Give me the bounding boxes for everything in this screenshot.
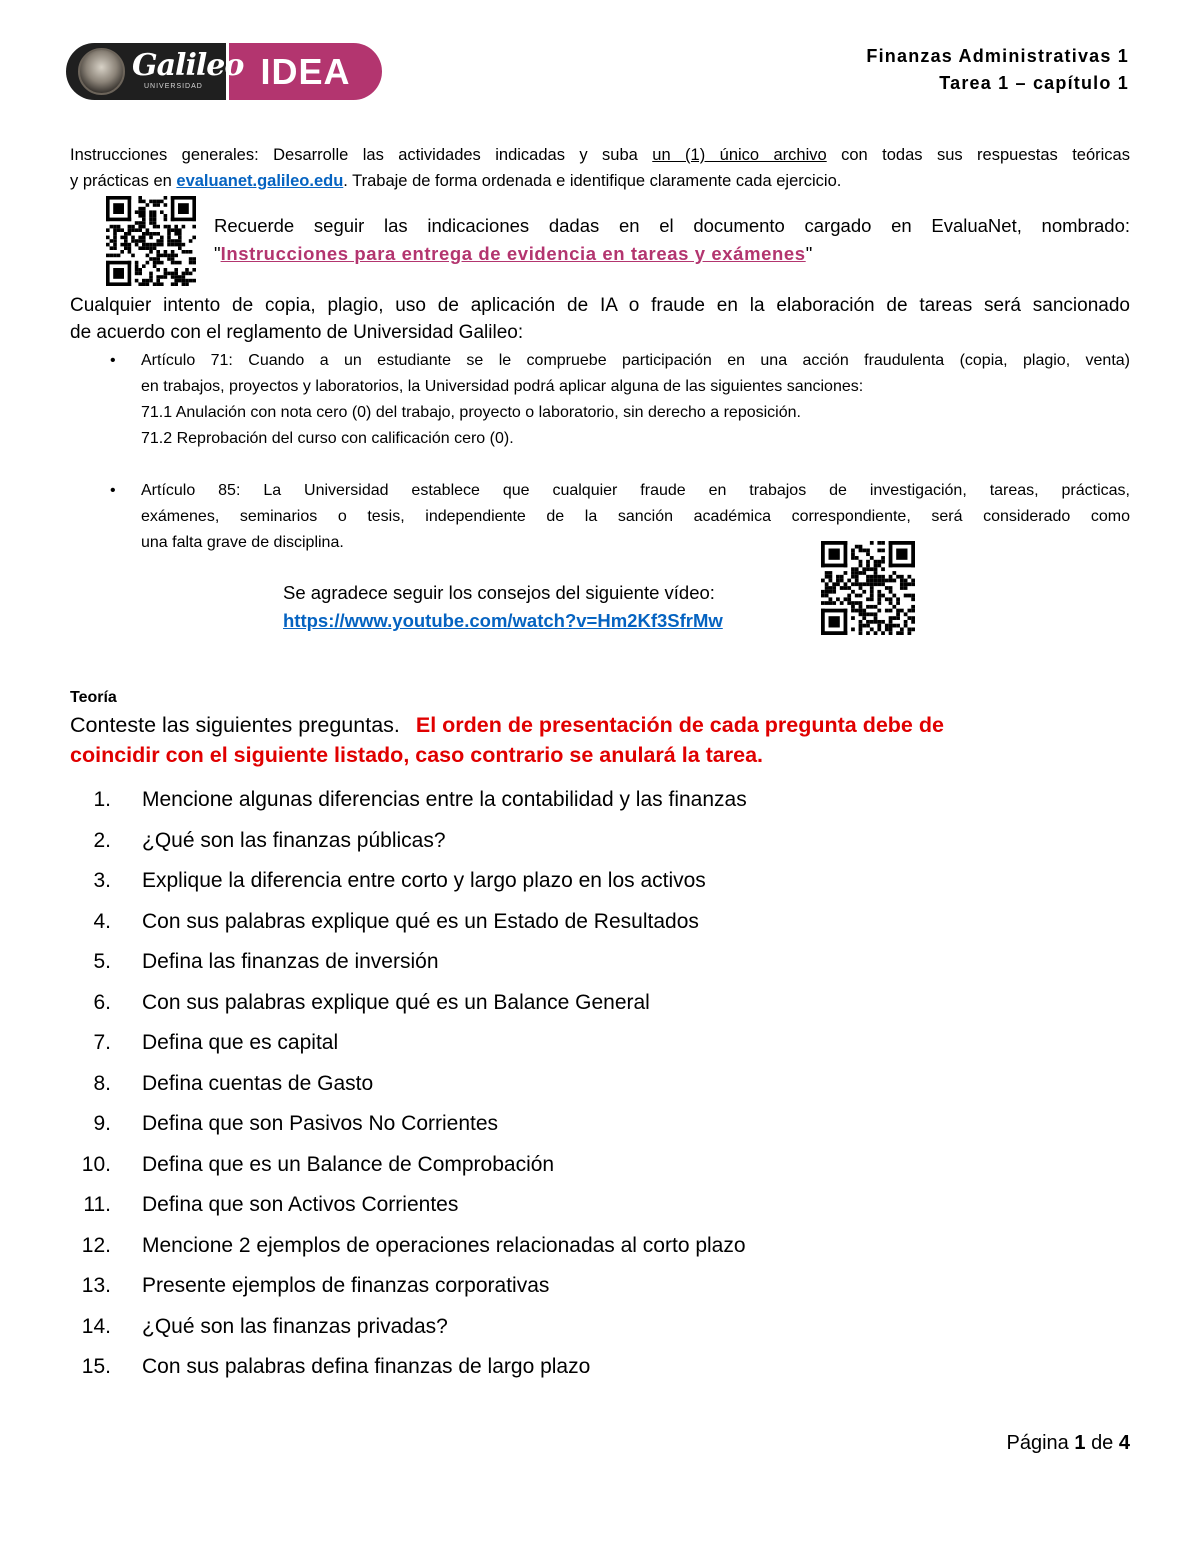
question-item — [70, 1312, 1130, 1353]
question-number: 13. — [81, 1274, 111, 1297]
logo-galileo-section — [66, 43, 244, 100]
question-number: 5. — [93, 950, 111, 973]
bullet-icon: • — [110, 482, 116, 499]
question-text: Defina que son Pasivos No Corrientes — [142, 1112, 499, 1135]
evaluanet-link[interactable]: evaluanet.galileo.edu — [176, 172, 344, 190]
question-item — [70, 866, 1130, 907]
galileo-portrait-icon — [78, 48, 125, 95]
question-number: 11. — [83, 1193, 111, 1216]
question-text: Explique la diferencia entre corto y largo plazo en los activos — [142, 869, 706, 892]
question-number: 6. — [93, 990, 111, 1014]
order-notice-2: coincidir con el siguiente listado, caso contrario se anulará la tarea. — [70, 743, 764, 767]
question-text: Con sus palabras defina finanzas de largo plazo — [142, 1355, 591, 1378]
question-item — [70, 1150, 1130, 1191]
questions — [70, 785, 1130, 1393]
question-number: 1. — [93, 788, 111, 811]
article-71-line-2: en trabajos, proyectos y laboratorios, la Universidad podrá aplicar alguna de las siguientes sanciones: — [141, 378, 864, 395]
question-number: 12. — [81, 1233, 111, 1257]
article-85-line-1: Artículo 85: La Universidad establece que cualquier fraude en trabajos de investigación, tareas, prácticas, — [141, 482, 1130, 499]
order-notice-1: El orden de presentación de cada pregunta debe de — [415, 713, 944, 737]
question-item — [70, 907, 1130, 948]
question-item — [70, 1109, 1130, 1150]
question-item — [70, 947, 1130, 988]
question-text: Defina que es capital — [142, 1031, 339, 1054]
logo-submark: UNIVERSIDAD — [144, 83, 203, 90]
qr-code-icon — [106, 196, 196, 286]
qr-code-icon — [821, 541, 915, 635]
youtube-video-link[interactable]: https://www.youtube.com/watch?v=Hm2Kf3SfrMw — [283, 610, 723, 631]
question-text: Defina que es un Balance de Comprobación — [142, 1152, 555, 1176]
question-item — [70, 1231, 1130, 1272]
warning-line-2: de acuerdo con el reglamento de Universidad Galileo: — [70, 322, 524, 343]
question-text: Con sus palabras explique qué es un Balance General — [142, 990, 650, 1014]
question-item — [70, 1352, 1130, 1393]
question-number: 7. — [93, 1031, 111, 1054]
question-item — [70, 785, 1130, 826]
instructions-line-2: y prácticas en evaluanet.galileo.edu. Trabaje de forma ordenada e identifique claramente cada ejercicio. — [70, 172, 842, 190]
question-number: 8. — [93, 1071, 111, 1095]
question-number: 14. — [81, 1314, 111, 1338]
question-item — [70, 1271, 1130, 1312]
bullet-icon: • — [110, 352, 116, 369]
question-text: ¿Qué son las finanzas públicas? — [142, 828, 446, 852]
article-85-line-3: una falta grave de disciplina. — [141, 534, 344, 551]
galileo-idea-logo — [66, 43, 382, 100]
article-71 — [110, 348, 1130, 452]
question-text: ¿Qué son las finanzas privadas? — [142, 1314, 448, 1338]
reminder-line-1: Recuerde seguir las indicaciones dadas en el documento cargado en EvaluaNet, nombrado: — [214, 215, 1130, 236]
video-text: Se agradece seguir los consejos del siguiente vídeo: — [283, 582, 715, 603]
question-item — [70, 1028, 1130, 1069]
article-71-line-3: 71.1 Anulación con nota cero (0) del trabajo, proyecto o laboratorio, sin derecho a reposición. — [141, 404, 801, 421]
article-85-line-2: exámenes, seminarios o tesis, independiente de la sanción académica correspondiente, será considerado como — [141, 508, 1130, 525]
question-item — [70, 1190, 1130, 1231]
article-71-line-1: Artículo 71: Cuando a un estudiante se le compruebe participación en una acción fraudulenta (copia, plagio, venta) — [141, 352, 1130, 369]
reminder-line-2: "Instrucciones para entrega de evidencia en tareas y exámenes" — [214, 243, 813, 264]
question-number: 10. — [81, 1152, 111, 1176]
question-number: 2. — [93, 828, 111, 852]
article-85 — [110, 478, 1130, 556]
question-text: Mencione algunas diferencias entre la contabilidad y las finanzas — [142, 788, 747, 811]
question-list — [70, 785, 1130, 1393]
assignment-subtitle: Tarea 1 – capítulo 1 — [939, 73, 1129, 93]
question-item — [70, 826, 1130, 867]
question-text: Mencione 2 ejemplos de operaciones relacionadas al corto plazo — [142, 1233, 746, 1257]
question-text: Defina las finanzas de inversión — [142, 950, 439, 973]
evidence-instructions-link[interactable]: Instrucciones para entrega de evidencia en tareas y exámenes — [220, 243, 806, 264]
article-71-line-4: 71.2 Reprobación del curso con calificación cero (0). — [141, 430, 514, 447]
question-number: 9. — [93, 1112, 111, 1135]
page-number: Página 1 de 4 — [1006, 1432, 1130, 1454]
question-text: Defina que son Activos Corrientes — [142, 1193, 459, 1216]
theory-intro: Conteste las siguientes preguntas. El orden de presentación de cada pregunta debe de — [70, 713, 944, 737]
question-number: 3. — [93, 869, 111, 892]
single-file-underline: un (1) único archivo — [652, 146, 827, 164]
theory-heading: Teoría — [70, 689, 117, 706]
video-link-wrap — [283, 607, 723, 635]
question-item — [70, 1069, 1130, 1110]
warning-line-1: Cualquier intento de copia, plagio, uso de aplicación de IA o fraude en la elaboración de tareas será sancionado — [70, 295, 1130, 316]
question-text: Defina cuentas de Gasto — [142, 1071, 374, 1095]
question-text: Presente ejemplos de finanzas corporativas — [142, 1274, 550, 1297]
question-number: 15. — [81, 1355, 111, 1378]
logo-wordmark: Galileo — [132, 48, 244, 83]
question-text: Con sus palabras explique qué es un Estado de Resultados — [142, 909, 699, 933]
course-title: Finanzas Administrativas 1 — [866, 46, 1129, 66]
question-item — [70, 988, 1130, 1029]
instructions-line-1: Instrucciones generales: Desarrolle las actividades indicadas y suba un (1) único archivo con todas sus respuestas teóricas — [70, 146, 1130, 164]
logo-program: IDEA — [229, 43, 382, 100]
question-number: 4. — [93, 909, 111, 933]
